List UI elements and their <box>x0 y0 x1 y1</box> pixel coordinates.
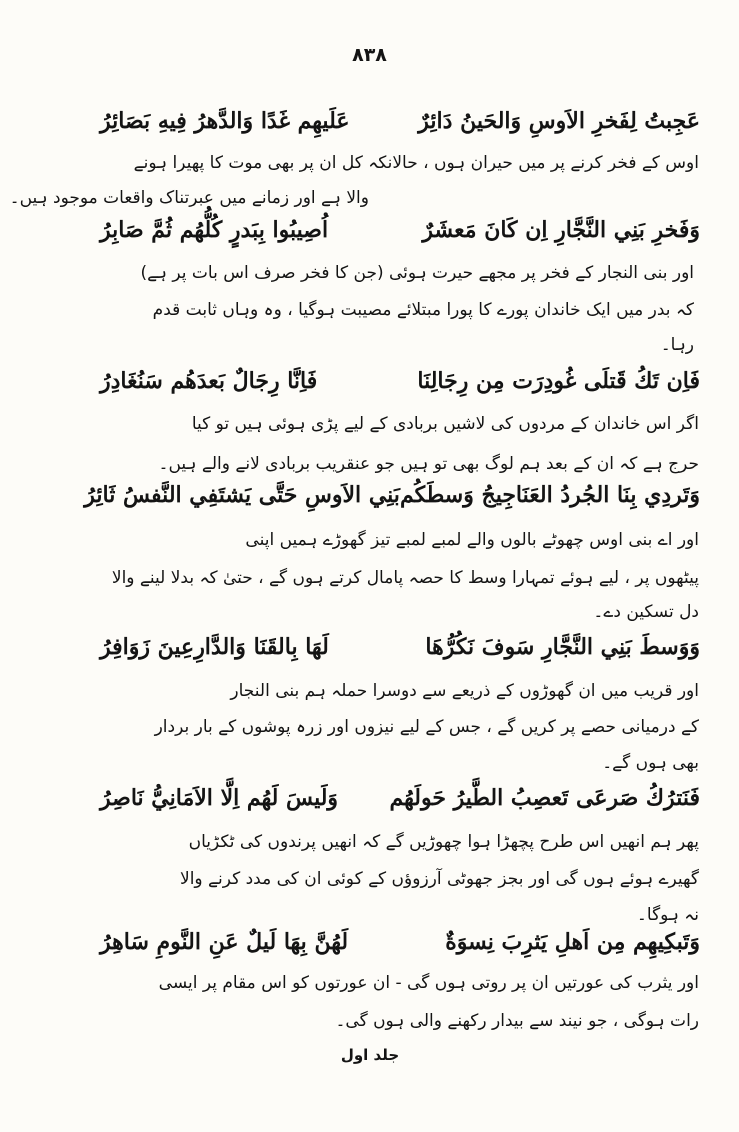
urdu-translation-line: رہا۔ <box>660 335 694 355</box>
verse-first-hemistich: وَوَسطَ بَنِي النَّجَّارِ سَوفَ نَكُرُّهَا <box>425 634 700 660</box>
urdu-translation-line: کہ بدر میں ایک خاندان پورے کا پورا مبتلائے مصیبت ہوگیا ، وہ وہاں ثابت قدم <box>152 300 694 320</box>
verse-first-hemistich: فَنَترُكُ صَرعَى تَعصِبُ الطَّيرُ حَولَهُم <box>389 785 700 811</box>
verse-second-hemistich: عَلَيهِم غَدًا وَالدَّهرُ فِيهِ بَصَائِرُ <box>100 108 350 134</box>
arabic-verse <box>100 104 700 138</box>
arabic-verse <box>100 781 700 815</box>
urdu-translation-line: دل تسکین دے۔ <box>593 602 699 622</box>
urdu-translation-line: نہ ہوگا۔ <box>636 905 699 925</box>
verse-second-hemistich: لَهُنَّ بِهَا لَيلٌ عَنِ النَّومِ سَاهِرُ <box>100 929 349 955</box>
page-number: ٨٣٨ <box>352 44 387 66</box>
arabic-verse <box>100 925 700 959</box>
urdu-translation-line: اور اے بنی اوس چھوٹے بالوں والے لمبے لمبے تیز گھوڑے ہمیں اپنی <box>245 530 699 550</box>
verse-first-hemistich: وَتَبكِيهِم مِن اَهلِ يَثرِبَ نِسوَةٌ <box>445 929 700 955</box>
urdu-translation-line: کے درمیانی حصے پر کریں گے ، جس کے لیے نیزوں اور زرہ پوشوں کے بار بردار <box>154 717 699 737</box>
verse-first-hemistich: فَاِن تَكُ قَتلَى غُودِرَت مِن رِجَالِنَا <box>417 368 700 394</box>
urdu-translation-line: رات ہوگی ، جو نیند سے بیدار رکھنے والی ہوں گی۔ <box>335 1011 699 1031</box>
urdu-translation-line: پیٹھوں پر ، لیے ہوئے تمہارا وسط کا حصہ پامال کرتے ہوں گے ، حتیٰ کہ بدلا لینے والا <box>111 568 699 588</box>
arabic-verse <box>100 213 700 247</box>
verse-first-hemistich: وَفَخرِ بَنِي النَّجَّارِ اِن كَانَ مَعشَرٌ <box>422 217 700 243</box>
urdu-translation-line: پھر ہم انھیں اس طرح پچھڑا ہوا چھوڑیں گے کہ انھیں پرندوں کی ٹکڑیاں <box>188 832 699 852</box>
verse-second-hemistich: فَاِنَّا رِجَالٌ بَعدَهُم سَنُغَادِرُ <box>100 368 318 394</box>
urdu-translation-line: بھی ہوں گے۔ <box>602 753 699 773</box>
verse-second-hemistich: وَلَيسَ لَهُم اِلَّا الاَمَانِيُّ نَاصِرُ <box>100 785 339 811</box>
verse-second-hemistich: اُصِيبُوا بِبَدرٍ كُلُّهُم ثُمَّ صَابِرُ <box>100 217 329 243</box>
volume-footer: جلد اول <box>340 1046 400 1064</box>
verse-first-hemistich: وَتَردِي بِنَا الجُردُ العَنَاجِيجُ وَسطَكُم <box>399 482 700 508</box>
verse-second-hemistich: بَنِي الاَوسِ حَتَّى يَشتَفِي النَّفسُ ثَائِرُ <box>84 482 400 508</box>
urdu-translation-line: حرج ہے کہ ان کے بعد ہم لوگ بھی تو ہیں جو عنقریب بربادی لانے والے ہیں۔ <box>158 454 699 474</box>
urdu-translation-line: والا ہے اور زمانے میں عبرتناک واقعات موجود ہیں۔ <box>9 188 369 208</box>
urdu-translation-line: اور یثرب کی عورتیں ان پر روتی ہوں گی - ان عورتوں کو اس مقام پر ایسی <box>158 973 699 993</box>
urdu-translation-line: گھیرے ہوئے ہوں گی اور بجز جھوٹی آرزوؤں کے کوئی ان کی مدد کرنے والا <box>180 869 699 889</box>
arabic-verse <box>100 364 700 398</box>
urdu-translation-line: اگر اس خاندان کے مردوں کی لاشیں بربادی کے لیے پڑی ہوئی ہیں تو کیا <box>191 414 699 434</box>
verse-first-hemistich: عَجِبتُ لِفَخرِ الاَوسِ وَالحَينُ دَائِرٌ <box>418 108 700 134</box>
arabic-verse <box>100 630 700 664</box>
urdu-translation-line: اور بنی النجار کے فخر پر مجھے حیرت ہوئی (جن کا فخر صرف اس بات پر ہے) <box>140 263 694 283</box>
urdu-translation-line: اوس کے فخر کرنے پر میں حیران ہوں ، حالانکہ کل ان پر بھی موت کا پھیرا ہونے <box>133 153 699 173</box>
urdu-translation-line: اور قریب میں ان گھوڑوں کے ذریعے سے دوسرا حملہ ہم بنی النجار <box>230 681 699 701</box>
arabic-verse <box>84 478 700 512</box>
verse-second-hemistich: لَهَا بِالقَنَا وَالدَّارِعِينَ زَوَافِرُ <box>100 634 329 660</box>
